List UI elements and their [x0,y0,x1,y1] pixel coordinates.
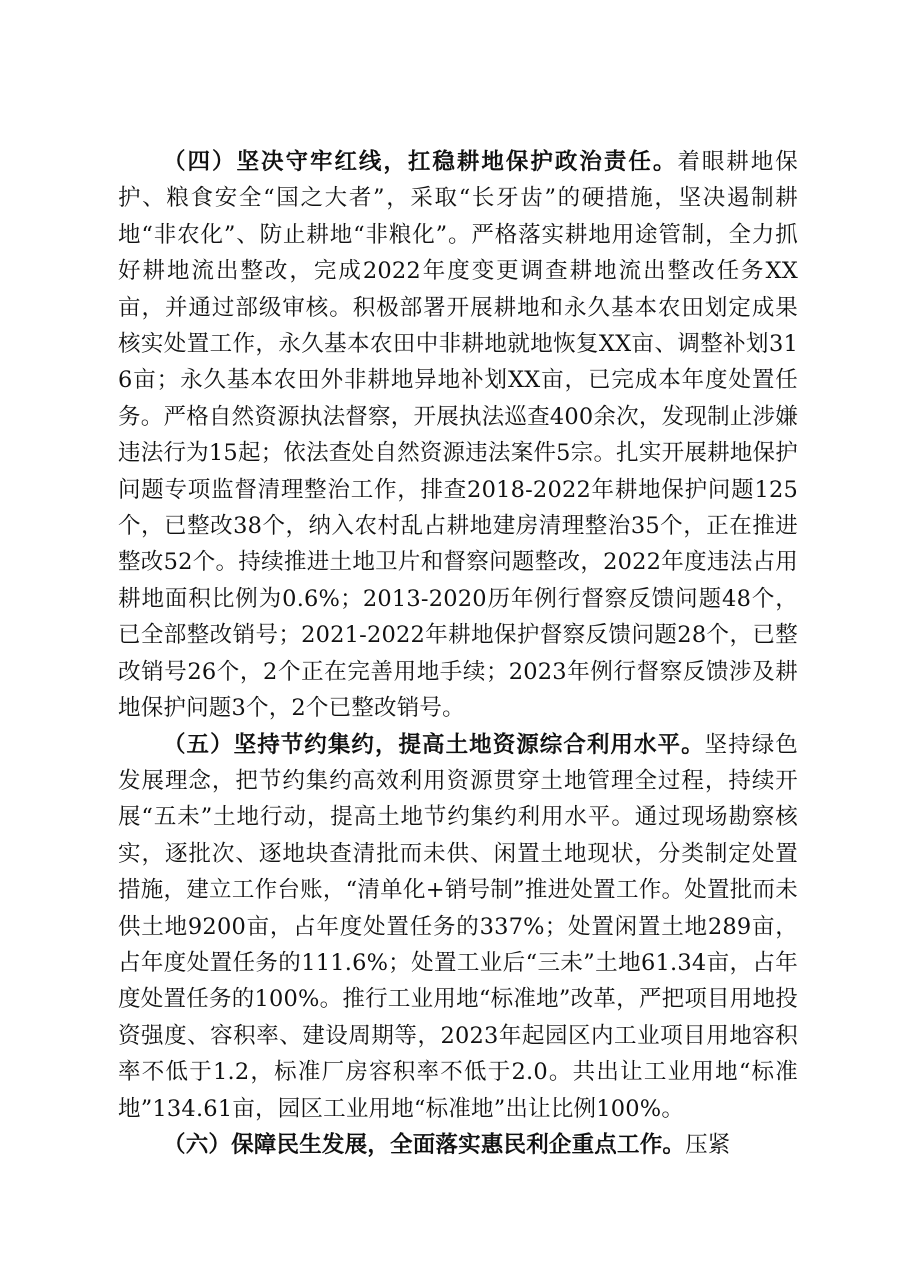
paragraph-section-6 [118,1127,798,1163]
paragraph-heading: （五）坚持节约集约，提高土地资源综合利用水平。 [163,731,705,758]
paragraph-section-4 [118,144,798,727]
document-body [118,144,798,1163]
paragraph-heading: （六）保障民生发展，全面落实惠民利企重点工作。 [163,1131,686,1158]
paragraph-text: 着眼耕地保护、粮食安全“国之大者”，采取“长牙齿”的硬措施，坚决遏制耕地“非农化”、防止耕地“非粮化”。严格落实耕地用途管制，全力抓好耕地流出整改，完成2022年度变更调查耕地流出整改任务XX亩，并通过部级审核。积极部署开展耕地和永久基本农田划定成果核实处置工作，永久基本农田中非耕地就地恢复XX亩、调整补划316亩；永久基本农田外非耕地异地补划XX亩，已完成本年度处置任务。严格自然资源执法督察，开展执法巡查400余次，发现制止涉嫌违法行为15起；依法查处自然资源违法案件5宗。扎实开展耕地保护问题专项监督清理整治工作，排查2018-2022年耕地保护问题125个，已整改38个，纳入农村乱占耕地建房清理整治35个，正在推进整改52个。持续推进土地卫片和督察问题整改，2022年度违法占用耕地面积比例为0.6%；2013-2020历年例行督察反馈问题48个，已全部整改销号；2021-2022年耕地保护督察反馈问题28个，已整改销号26个，2个正在完善用地手续；2023年例行督察反馈涉及耕地保护问题3个，2个已整改销号。 [118,149,798,722]
paragraph-section-5 [118,727,798,1127]
paragraph-text: 坚持绿色发展理念，把节约集约高效利用资源贯穿土地管理全过程，持续开展“五未”土地行动，提高土地节约集约利用水平。通过现场勘察核实，逐批次、逐地块查清批而未供、闲置土地现状，分类制定处置措施，建立工作台账，“清单化+销号制”推进处置工作。处置批而未供土地9200亩，占年度处置任务的337%；处置闲置土地289亩，占年度处置任务的111.6%；处置工业后“三未”土地61.34亩，占年度处置任务的100%。推行工业用地“标准地”改革，严把项目用地投资强度、容积率、建设周期等，2023年起园区内工业项目用地容积率不低于1.2，标准厂房容积率不低于2.0。共出让工业用地“标准地”134.61亩，园区工业用地“标准地”出让比例100%。 [118,731,798,1122]
paragraph-text: 压紧 [685,1131,731,1158]
paragraph-heading: （四）坚决守牢红线，扛稳耕地保护政治责任。 [163,149,678,175]
